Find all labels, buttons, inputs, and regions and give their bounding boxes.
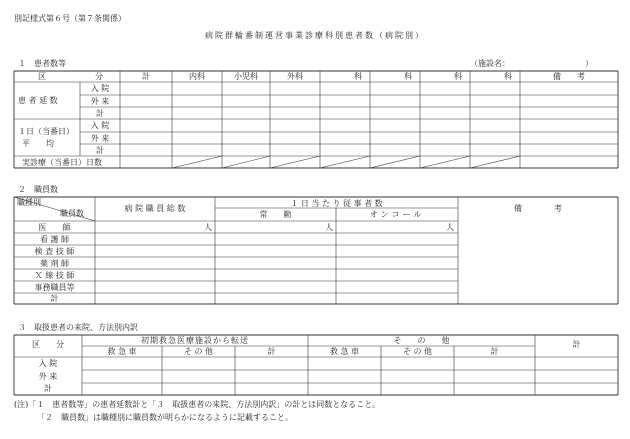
- row-xray-tech: Ｘ 線 技 師: [34, 271, 75, 280]
- unit-oncall: 人: [446, 223, 454, 232]
- row-inpatient: 入 院: [90, 84, 110, 93]
- sub-ambulance-1: 救 急 車: [107, 347, 137, 356]
- row-treatment-days: 実診療（当番日）日数: [22, 158, 102, 167]
- unit-total: 人: [204, 223, 212, 232]
- col-arrival-kubun: 区 分: [32, 340, 64, 349]
- sub-other-1: そ の 他: [183, 347, 214, 356]
- section2-heading: ２ 職員数: [18, 185, 58, 194]
- col-pediatrics: 小児科: [234, 72, 258, 81]
- row-doctor: 医 師: [38, 223, 71, 232]
- sub-total-2: 計: [490, 347, 499, 356]
- row-group-daily-avg-a: １日（当番日）: [18, 127, 74, 136]
- col-daily-staff: １ 日 当 た り 従 事 者 数: [290, 199, 383, 208]
- row-office-staff: 事務職員等: [34, 283, 75, 292]
- col-total-staff: 病 院 職 員 総 数: [124, 204, 186, 213]
- col-transfer-group: 初期救急医療施設から転送: [141, 336, 249, 345]
- sub-ambulance-2: 救 急 車: [329, 347, 360, 356]
- section3-heading: ３ 取扱患者の来院、方法別内訳: [18, 323, 138, 332]
- col-remarks: 備 考: [553, 72, 585, 81]
- col-kubun-a: 区: [38, 72, 46, 81]
- col-arrival-total: 計: [572, 340, 581, 349]
- col-dept-4: 科: [504, 72, 512, 81]
- note-1: (注)「１ 患者数等」の患者延数計と「３ 取扱患者の来院、方法別内訳」の計とは同数となること。: [14, 400, 381, 409]
- row-arrival-total: 計: [44, 384, 52, 393]
- diag-top-label: 職種別: [17, 198, 41, 207]
- col-oncall: オンコール: [369, 210, 425, 219]
- col-kubun-b: 分: [95, 72, 103, 81]
- sub-other-2: そ の 他: [402, 347, 433, 356]
- row-lab-tech: 検 査 技 師: [34, 247, 75, 256]
- row-avg-subtotal: 計: [96, 146, 104, 155]
- col-internal: 内科: [189, 72, 205, 81]
- col-total: 計: [142, 72, 150, 81]
- row-avg-outpatient: 外 来: [90, 134, 110, 143]
- row-avg-inpatient: 入 院: [90, 121, 110, 130]
- row-arrival-inpatient: 入 院: [38, 359, 58, 368]
- col-surgery: 外科: [287, 72, 303, 81]
- section1-heading: １ 患者数等: [18, 59, 66, 68]
- row-group-patient-days: 患 者 延 数: [18, 96, 58, 105]
- sub-total-1: 計: [267, 347, 276, 356]
- diag-bottom-label: 職員数: [60, 209, 84, 218]
- facility-close: ）: [585, 59, 593, 68]
- col-staff-remarks: 備 考: [514, 204, 562, 213]
- note-2: 「２ 職員数」は職種別に職員数が明らかになるように記載すること。: [37, 413, 293, 422]
- row-subtotal: 計: [96, 109, 104, 118]
- col-other-group: そ の 他: [393, 336, 450, 345]
- col-regular: 常 勤: [259, 210, 292, 219]
- col-dept-3: 科: [454, 72, 462, 81]
- row-arrival-outpatient: 外 来: [38, 372, 58, 381]
- unit-regular: 人: [325, 223, 333, 232]
- row-staff-total: 計: [50, 294, 59, 303]
- row-pharmacist: 薬 剤 師: [39, 259, 70, 268]
- row-nurse: 看 護 師: [39, 235, 70, 244]
- form-label: 別記様式第６号（第７条関係）: [14, 14, 126, 23]
- row-group-daily-avg-b: 平 均: [22, 139, 54, 148]
- facility-label: （施設名：: [470, 59, 510, 68]
- col-dept-2: 科: [404, 72, 412, 81]
- page-title: 病院群輪番制運営事業診療科別患者数（病院別）: [205, 31, 425, 40]
- row-outpatient: 外 来: [90, 97, 110, 106]
- col-dept-1: 科: [354, 72, 362, 81]
